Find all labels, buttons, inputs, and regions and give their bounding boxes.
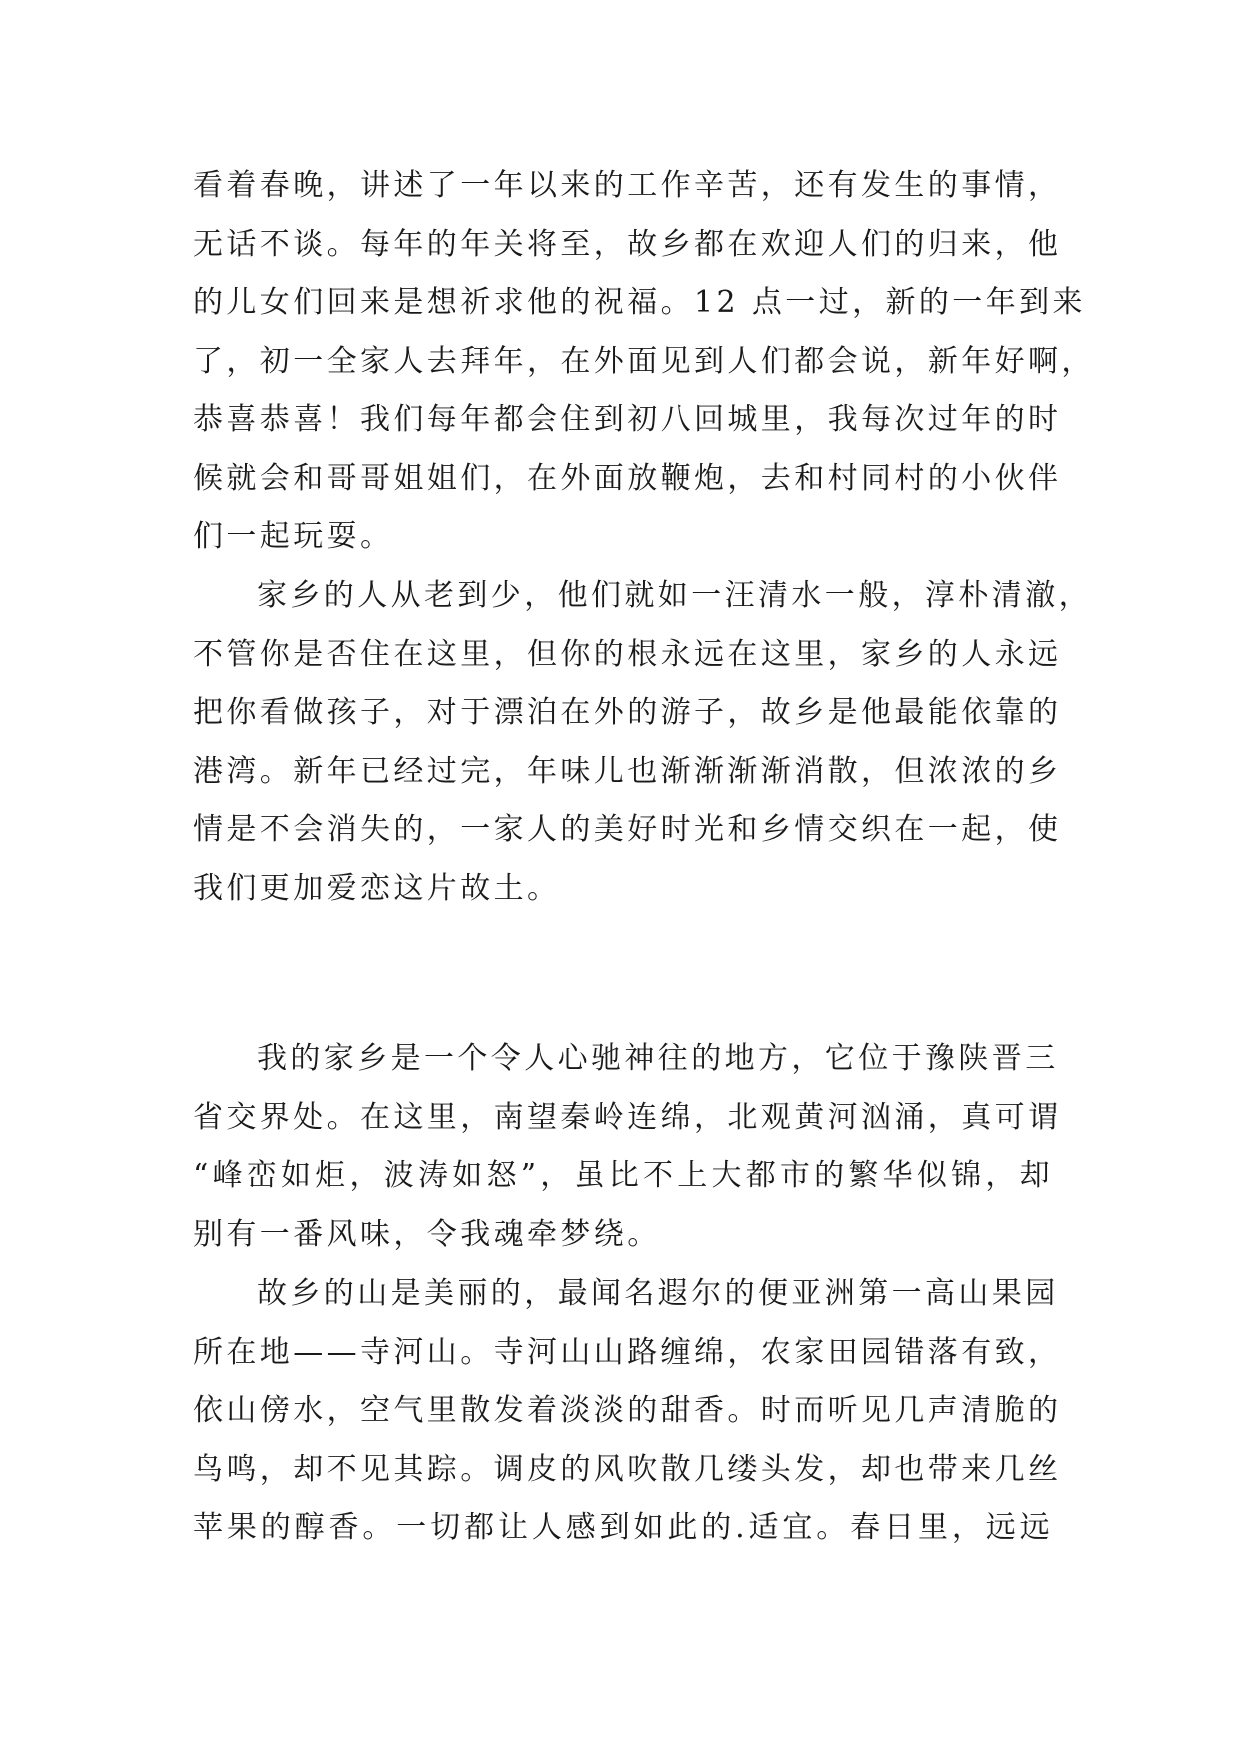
text-line: 别有一番风味，令我魂牵梦绕。 (193, 1216, 661, 1252)
text-line: 无话不谈。每年的年关将至，故乡都在欢迎人们的归来，他 (193, 226, 1062, 262)
text-line: 候就会和哥哥姐姐们，在外面放鞭炮，去和村同村的小伙伴 (193, 460, 1062, 496)
text-line: 港湾。新年已经过完，年味儿也渐渐渐渐消散，但浓浓的乡 (193, 753, 1062, 789)
text-line: 我们更加爱恋这片故土。 (193, 870, 561, 906)
paragraph-2 (193, 567, 1092, 918)
text-line: 的儿女们回来是想祈求他的祝福。12 点一过，新的一年到来 (193, 285, 1086, 320)
text-line: 依山傍水，空气里散发着淡淡的甜香。时而听见几声清脆的 (193, 1393, 1062, 1428)
paragraph-1 (193, 157, 1095, 567)
text-line: 省交界处。在这里，南望秦岭连绵，北观黄河汹涌，真可谓 (193, 1099, 1062, 1135)
text-line: 鸟鸣，却不见其踪。调皮的风吹散几缕头发，却也带来几丝 (193, 1451, 1062, 1487)
text-line: 故乡的山是美丽的，最闻名遐尔的便亚洲第一高山果园 (257, 1276, 1059, 1311)
text-line: 恭喜恭喜！我们每年都会住到初八回城里，我每次过年的时 (193, 402, 1062, 437)
text-line: “峰峦如炬，波涛如怒”，虽比不上大都市的繁华似锦，却 (193, 1158, 1053, 1193)
paragraph-4 (193, 1265, 1062, 1558)
text-line: 们一起玩耍。 (193, 519, 394, 554)
text-line: 苹果的醇香。一切都让人感到如此的.适宜。春日里，远远 (193, 1510, 1053, 1545)
text-line: 我的家乡是一个令人心驰神往的地方，它位于豫陕晋三 (257, 1041, 1059, 1076)
text-line: 了，初一全家人去拜年，在外面见到人们都会说，新年好啊， (193, 343, 1095, 379)
text-line: 把你看做孩子，对于漂泊在外的游子，故乡是他最能依靠的 (193, 695, 1062, 730)
text-line: 看着春晚，讲述了一年以来的工作辛苦，还有发生的事情， (193, 168, 1062, 203)
text-line: 家乡的人从老到少，他们就如一汪清水一般，淳朴清澈， (257, 578, 1092, 613)
text-line: 不管你是否住在这里，但你的根永远在这里，家乡的人永远 (193, 636, 1062, 672)
text-line: 情是不会消失的，一家人的美好时光和乡情交织在一起，使 (193, 812, 1062, 847)
paragraph-3 (193, 1030, 1062, 1264)
text-line: 所在地——寺河山。寺河山山路缠绵，农家田园错落有致， (193, 1334, 1062, 1370)
